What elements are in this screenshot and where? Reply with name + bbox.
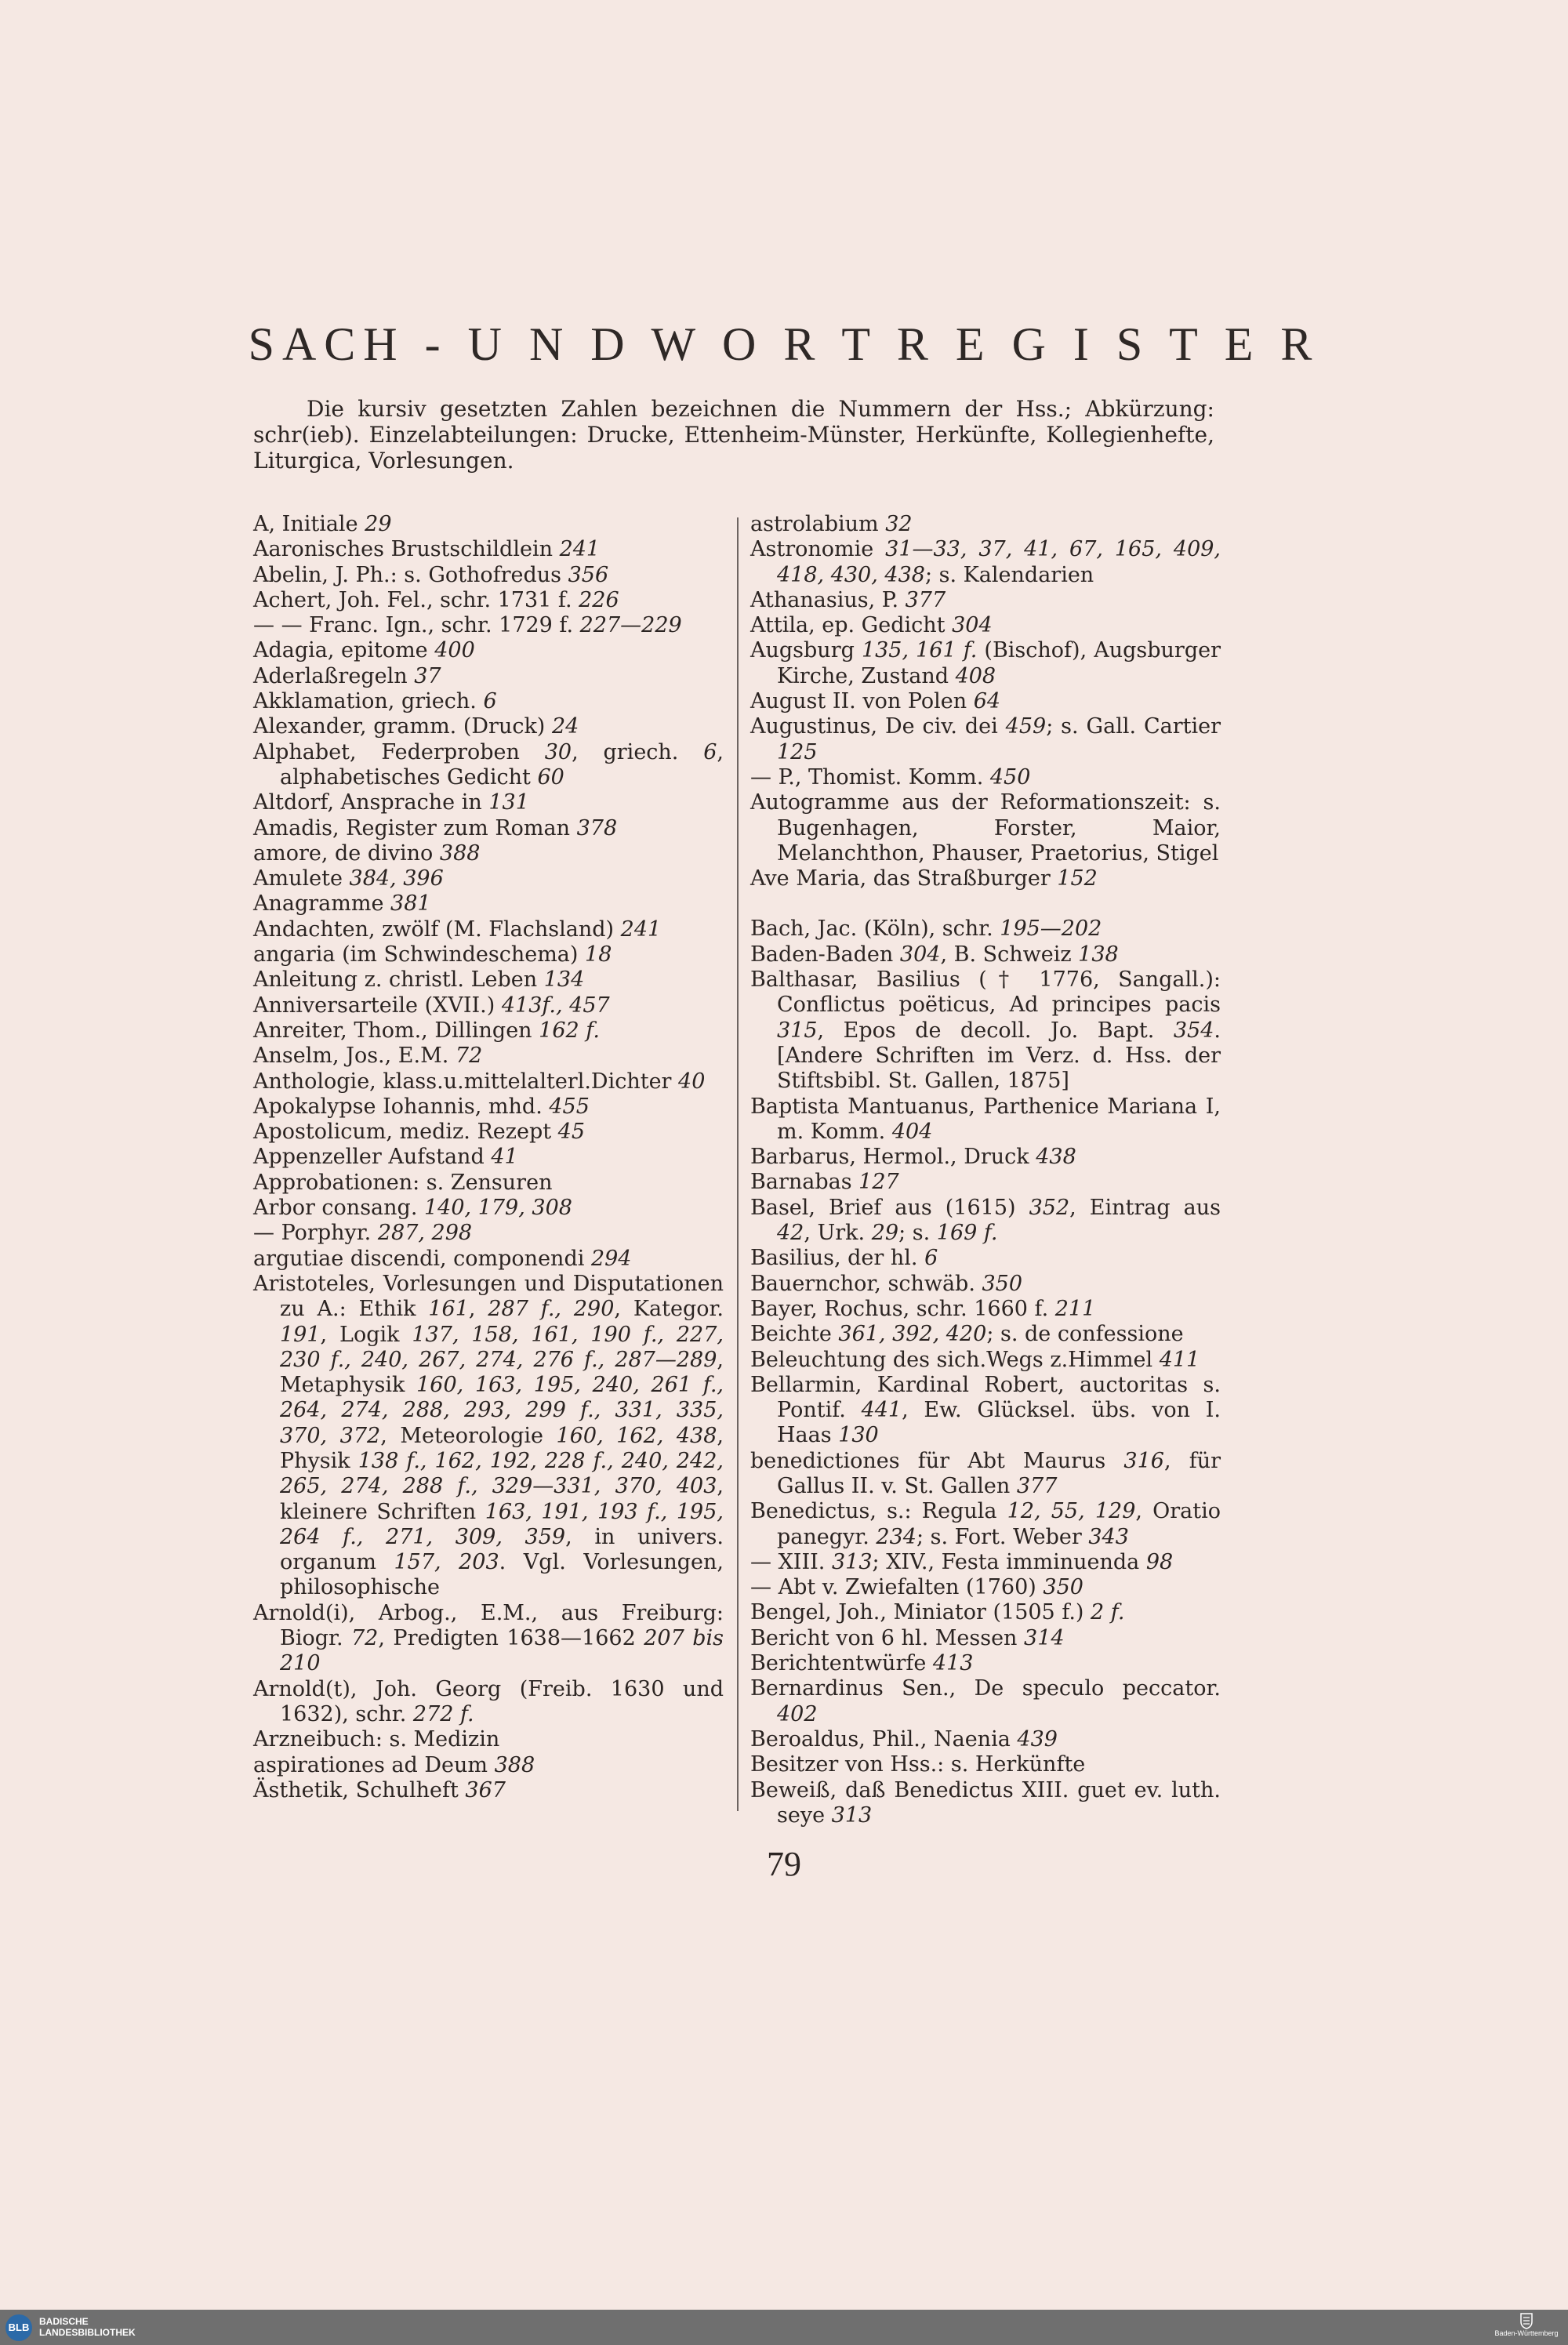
manuscript-numbers: 30 <box>544 739 572 764</box>
index-entry <box>253 588 724 613</box>
manuscript-numbers: 272 f. <box>412 1701 474 1726</box>
manuscript-numbers: 161 <box>428 1297 469 1322</box>
entry-text: Anthologie, klass.u.mittelalterl.Dichter <box>253 1069 679 1094</box>
manuscript-numbers: 367 <box>465 1777 506 1802</box>
index-entry <box>750 967 1221 1094</box>
manuscript-numbers: 72 <box>455 1044 483 1069</box>
entry-text: Arbor consang. <box>253 1196 424 1221</box>
entry-text: , Ew. Glücksel. übs. von I. Haas <box>777 1398 1221 1448</box>
index-column-left <box>253 512 724 1803</box>
index-entry <box>750 790 1221 866</box>
manuscript-numbers: 160, 163, 195, 240, 261 f., 264, 274, 288, 293, 299 f., 331, 335, 370, 372 <box>280 1373 724 1448</box>
entry-text: Apostolicum, mediz. Rezept <box>253 1120 558 1145</box>
entry-text: ; s. de confessione <box>986 1322 1184 1347</box>
manuscript-numbers: 315 <box>777 1018 818 1043</box>
entry-text: Amulete <box>253 866 350 891</box>
manuscript-numbers: 316 <box>1123 1448 1164 1473</box>
manuscript-numbers: 134 <box>543 967 585 993</box>
entry-text: Anagramme <box>253 891 391 917</box>
index-entry <box>750 1145 1221 1170</box>
entry-text: . Vgl. Vorlesungen, philosophische <box>280 1550 724 1600</box>
index-entry <box>750 1170 1221 1195</box>
entry-text: Andachten, zwölf (M. Flachsland) <box>253 917 621 942</box>
entry-text: Bayer, Rochus, schr. 1660 f. <box>750 1296 1055 1321</box>
entry-text: Ave Maria, das Straßburger <box>750 866 1058 891</box>
entry-text: , für Gallus II. v. St. Gallen <box>777 1448 1221 1498</box>
index-entry <box>253 1171 724 1196</box>
manuscript-numbers: 356 <box>568 562 609 587</box>
manuscript-numbers: 287, 298 <box>377 1221 473 1246</box>
index-entry <box>750 866 1221 891</box>
manuscript-numbers: 6 <box>924 1246 938 1271</box>
manuscript-numbers: 98 <box>1145 1549 1174 1574</box>
manuscript-numbers: 314 <box>1024 1625 1065 1650</box>
manuscript-numbers: 12, 55, 129 <box>1007 1499 1136 1524</box>
entry-text: Baptista Mantuanus, Parthenice Mariana I, m. Komm. <box>750 1094 1221 1144</box>
manuscript-numbers: 313 <box>831 1802 873 1828</box>
entry-text: A, Initiale <box>253 512 365 536</box>
index-entry <box>253 664 724 689</box>
manuscript-numbers: 226 <box>579 587 619 612</box>
manuscript-numbers: 41 <box>491 1145 518 1170</box>
manuscript-numbers: 350 <box>982 1271 1023 1296</box>
manuscript-numbers: 294 <box>590 1246 632 1271</box>
entry-text: — — Franc. Ign., schr. 1729 f. <box>253 613 580 638</box>
entry-text: Autogramme aus der Reformationszeit: s. Bugenhagen, Forster, Maior, Melanchthon, Phauser, Praetorius, Stigel <box>750 790 1221 866</box>
index-entry <box>253 689 724 714</box>
entry-text: Bernardinus Sen., De speculo peccator. <box>750 1676 1221 1701</box>
index-entry <box>253 1601 724 1677</box>
index-entry <box>750 1499 1221 1550</box>
manuscript-numbers: 37 <box>414 663 441 688</box>
entry-text: ; s. Fort. Weber <box>916 1524 1089 1549</box>
entry-text: Akklamation, griech. <box>253 689 484 714</box>
index-entry <box>750 917 1221 942</box>
entry-text: Bauernchor, schwäb. <box>750 1271 982 1296</box>
index-entry <box>750 1550 1221 1575</box>
manuscript-numbers: 137, 158, 161, 190 f., 227, 230 f., 240, 267, 274, 276 f., 287—289 <box>280 1322 724 1372</box>
entry-text: , griech. <box>572 739 704 764</box>
manuscript-numbers: 195—202 <box>1000 917 1102 942</box>
entry-text: Amadis, Register zum Roman <box>253 815 577 840</box>
entry-text: Achert, Joh. Fel., schr. 1731 f. <box>253 587 579 612</box>
entry-text: , <box>468 1297 488 1322</box>
blb-logo-icon[interactable]: BLB <box>5 2314 32 2341</box>
entry-text: Anreiter, Thom., Dillingen <box>253 1018 539 1043</box>
index-entry <box>253 512 724 537</box>
entry-text: Anleitung z. christl. Leben <box>253 967 544 993</box>
manuscript-numbers: 384, 396 <box>349 866 444 891</box>
index-entry <box>253 1677 724 1728</box>
manuscript-numbers: 160, 162, 438 <box>556 1423 717 1448</box>
entry-text: Barnabas <box>750 1170 859 1195</box>
index-entry <box>253 1727 724 1752</box>
manuscript-numbers: 381 <box>390 891 431 917</box>
entry-text: Adagia, epitome <box>253 638 435 663</box>
manuscript-numbers: 350 <box>1043 1575 1083 1600</box>
entry-text: astrolabium <box>750 512 886 536</box>
entry-text: Alexander, gramm. (Druck) <box>253 714 552 739</box>
entry-text: angaria (im Schwindeschema) <box>253 942 586 967</box>
entry-text: , Urk. <box>804 1221 872 1246</box>
manuscript-numbers: 191 <box>280 1322 321 1347</box>
entry-text: Balthasar, Basilius († 1776, Sangall.): Conflictus poëticus, Ad principes pacis <box>750 967 1221 1018</box>
manuscript-numbers: 64 <box>973 689 1001 714</box>
manuscript-numbers: 31—33, 37, 41, 67, 165, 409, 418, 430, 438 <box>777 537 1221 587</box>
entry-text: ; s. <box>898 1221 937 1246</box>
entry-text: — XIII. <box>750 1549 832 1574</box>
page-number: 79 <box>767 1845 801 1883</box>
entry-text: August II. von Polen <box>750 689 974 714</box>
index-entry <box>750 1626 1221 1651</box>
index-entry <box>253 967 724 993</box>
entry-text: Alphabet, Federproben <box>253 739 545 764</box>
manuscript-numbers: 72 <box>351 1626 379 1651</box>
entry-text: Augustinus, De civ. dei <box>750 714 1006 739</box>
manuscript-numbers: 455 <box>549 1094 590 1119</box>
manuscript-numbers: 152 <box>1057 866 1098 891</box>
index-entry <box>253 740 724 791</box>
entry-text: Arzneibuch: s. Medizin <box>253 1727 500 1752</box>
index-entry <box>750 613 1221 638</box>
entry-text: Astronomie <box>750 537 886 562</box>
entry-text: Augsburg <box>750 638 862 663</box>
entry-text: (Bischof), Augsburger Kirche, Zustand <box>777 638 1221 688</box>
entry-text: Ästhetik, Schulheft <box>253 1777 466 1802</box>
index-entry <box>750 1272 1221 1297</box>
manuscript-numbers: 408 <box>955 663 996 688</box>
entry-text: , Meteorologie <box>380 1423 557 1448</box>
entry-text: Athanasius, P. <box>750 587 906 612</box>
entry-text: Abelin, J. Ph.: s. Gothofredus <box>253 562 568 587</box>
index-entry <box>253 1196 724 1221</box>
entry-text: , Logik <box>320 1322 412 1347</box>
index-entry <box>750 1322 1221 1347</box>
index-entry <box>750 1196 1221 1247</box>
manuscript-numbers: 304 <box>952 613 993 638</box>
index-entry <box>750 1373 1221 1449</box>
page-title: SACH - U N D W O R T R E G I S T E R <box>248 318 1320 370</box>
state-logo[interactable] <box>1491 2312 1562 2343</box>
manuscript-numbers: 352 <box>1029 1195 1070 1220</box>
entry-text: — P., Thomist. Komm. <box>750 764 990 790</box>
column-divider <box>737 517 739 1811</box>
manuscript-numbers: 207 bis 210 <box>280 1626 724 1676</box>
entry-text: , alphabetisches Gedicht <box>280 739 724 790</box>
manuscript-numbers: 138 <box>1078 942 1119 967</box>
manuscript-numbers: 29 <box>871 1221 899 1246</box>
entry-text: — Porphyr. <box>253 1221 378 1246</box>
entry-text: Aderlaßregeln <box>253 663 415 688</box>
manuscript-numbers: 404 <box>891 1119 933 1144</box>
entry-text: Anselm, Jos., E.M. <box>253 1044 456 1069</box>
entry-text: , B. Schweiz <box>940 942 1079 967</box>
entry-text: benedictiones für Abt Maurus <box>750 1448 1124 1473</box>
entry-text: Basel, Brief aus (1615) <box>750 1195 1029 1220</box>
entry-text: Apokalypse Iohannis, mhd. <box>253 1094 550 1119</box>
index-entry <box>750 1348 1221 1373</box>
entry-text: Bach, Jac. (Köln), schr. <box>750 917 1000 942</box>
entry-text: aspirationes ad Deum <box>253 1752 495 1777</box>
entry-text: Basilius, der hl. <box>750 1246 925 1271</box>
manuscript-numbers: 29 <box>365 512 392 536</box>
index-entry <box>253 917 724 942</box>
entry-text: Anniversarteile (XVII.) <box>253 993 502 1018</box>
entry-text: Baden-Baden <box>750 942 900 967</box>
index-entry <box>253 866 724 891</box>
entry-text: Aristoteles, Vorlesungen und Disputationen zu A.: Ethik <box>253 1271 724 1322</box>
manuscript-numbers: 388 <box>494 1752 535 1777</box>
manuscript-numbers: 413f., 457 <box>501 993 610 1018</box>
library-footer <box>0 2310 1568 2345</box>
entry-text: Aaronisches Brustschildlein <box>253 537 560 562</box>
intro-paragraph: Die kursiv gesetzten Zahlen bezeichnen die Nummern der Hss.; Abkürzung: schr(ieb). Einzelabteilungen: Drucke, Ettenheim-Münster, Herkünfte, Kollegienhefte, Liturgica, Vorlesungen. <box>253 396 1214 474</box>
state-name: Baden-Württemberg <box>1494 2329 1559 2337</box>
entry-text: ; s. Kalendarien <box>924 562 1094 587</box>
manuscript-numbers: 162 f. <box>539 1018 600 1043</box>
index-entry <box>253 563 724 588</box>
index-entry <box>253 1753 724 1778</box>
index-entry <box>253 891 724 917</box>
manuscript-numbers: 32 <box>885 512 913 536</box>
index-entry <box>253 841 724 866</box>
entry-text: Arnold(i), Arbog., E.M., aus Freiburg: Biogr. <box>253 1600 724 1651</box>
index-entry <box>253 1247 724 1272</box>
manuscript-numbers: 459 <box>1005 714 1047 739</box>
entry-text: , Oratio panegyr. <box>777 1499 1221 1549</box>
index-entry <box>750 942 1221 967</box>
entry-text: Beleuchtung des sich.Wegs z.Himmel <box>750 1347 1160 1372</box>
entry-text: amore, de divino <box>253 840 440 866</box>
entry-text: ; s. Gall. Cartier <box>1046 714 1221 739</box>
entry-text: Bericht von 6 hl. Messen <box>750 1625 1025 1650</box>
manuscript-numbers: 169 f. <box>936 1221 998 1246</box>
manuscript-numbers: 234 <box>876 1524 916 1549</box>
index-entry <box>253 1094 724 1120</box>
manuscript-numbers: 361, 392, 420 <box>838 1322 987 1347</box>
entry-text: . [Andere Schriften im Verz. d. Hss. der Stiftsbibl. St. Gallen, 1875] <box>777 1018 1221 1094</box>
manuscript-numbers: 241 <box>559 537 601 562</box>
manuscript-numbers: 287 f., 290 <box>488 1297 615 1322</box>
index-entry <box>253 537 724 562</box>
index-entry <box>750 1676 1221 1727</box>
manuscript-numbers: 6 <box>483 689 497 714</box>
entry-text: Approbationen: s. Zensuren <box>253 1170 553 1195</box>
index-entry <box>253 790 724 815</box>
manuscript-numbers: 441 <box>861 1398 902 1423</box>
index-entry <box>750 588 1221 613</box>
entry-text: , Kategor. <box>614 1297 724 1322</box>
manuscript-numbers: 378 <box>576 815 618 840</box>
entry-text: Bengel, Joh., Miniator (1505 f.) <box>750 1600 1091 1625</box>
index-entry <box>253 714 724 739</box>
entry-text: , Physik <box>280 1423 724 1473</box>
manuscript-numbers: 411 <box>1159 1347 1200 1372</box>
index-entry <box>750 1778 1221 1829</box>
manuscript-numbers: 40 <box>678 1069 706 1094</box>
manuscript-numbers: 125 <box>777 739 818 764</box>
index-entry <box>253 638 724 663</box>
entry-text: — Abt v. Zwiefalten (1760) <box>750 1575 1044 1600</box>
index-entry <box>750 1246 1221 1271</box>
index-entry <box>750 1752 1221 1777</box>
index-entry <box>253 1221 724 1246</box>
index-entry <box>750 1297 1221 1322</box>
entry-text: Beichte <box>750 1322 839 1347</box>
index-entry <box>750 765 1221 790</box>
index-entry <box>750 1600 1221 1625</box>
entry-text: , Metaphysik <box>280 1347 724 1398</box>
entry-text: Appenzeller Aufstand <box>253 1145 492 1170</box>
entry-text: Berichtentwürfe <box>750 1651 933 1676</box>
entry-text: Arnold(t), Joh. Georg (Freib. 1630 und 1632), schr. <box>253 1676 724 1726</box>
entry-text: Attila, ep. Gedicht <box>750 613 953 638</box>
index-entry <box>253 1069 724 1094</box>
index-entry <box>253 816 724 841</box>
manuscript-numbers: 402 <box>777 1701 818 1726</box>
manuscript-numbers: 304 <box>899 942 941 967</box>
entry-text: ; XIV., Festa imminuenda <box>872 1549 1146 1574</box>
manuscript-numbers: 354 <box>1173 1018 1214 1043</box>
entry-text: Bellarmin, Kardinal Robert, auctoritas s. Pontif. <box>750 1372 1221 1423</box>
manuscript-numbers: 42 <box>777 1221 804 1246</box>
index-entry <box>750 1449 1221 1500</box>
manuscript-numbers: 377 <box>1016 1473 1058 1498</box>
manuscript-numbers: 227—229 <box>579 613 682 638</box>
index-entry <box>253 1120 724 1145</box>
index-entry <box>750 638 1221 689</box>
index-entry <box>253 613 724 638</box>
manuscript-numbers: 2 f. <box>1091 1600 1125 1625</box>
manuscript-numbers: 313 <box>831 1549 873 1574</box>
manuscript-numbers: 45 <box>557 1120 586 1145</box>
manuscript-numbers: 450 <box>989 764 1031 790</box>
manuscript-numbers: 60 <box>537 764 564 790</box>
entry-text: , Predigten 1638—1662 <box>378 1626 644 1651</box>
manuscript-numbers: 138 f., 162, 192, 228 f., 240, 242, 265, 274, 288 f., 329—331, 370, 403 <box>280 1448 724 1499</box>
manuscript-numbers: 241 <box>620 917 662 942</box>
manuscript-numbers: 157, 203 <box>394 1550 499 1575</box>
manuscript-numbers: 400 <box>434 638 475 663</box>
manuscript-numbers: 439 <box>1017 1726 1058 1751</box>
entry-text: argutiae discendi, componendi <box>253 1246 591 1271</box>
manuscript-numbers: 127 <box>858 1170 899 1195</box>
manuscript-numbers: 6 <box>703 739 717 764</box>
index-entry <box>750 1575 1221 1600</box>
index-entry <box>750 1727 1221 1752</box>
index-entry <box>253 1044 724 1069</box>
entry-text: Besitzer von Hss.: s. Herkünfte <box>750 1752 1086 1777</box>
manuscript-numbers: 377 <box>905 587 946 612</box>
index-entry <box>253 942 724 967</box>
manuscript-numbers: 18 <box>585 942 612 967</box>
library-name[interactable]: BADISCHE LANDESBIBLIOTHEK <box>39 2316 136 2338</box>
manuscript-numbers: 413 <box>932 1651 974 1676</box>
entry-text: , Eintrag aus <box>1069 1195 1221 1220</box>
manuscript-numbers: 135, 161 f. <box>861 638 978 663</box>
manuscript-numbers: 211 <box>1054 1296 1096 1321</box>
entry-text: , Epos de decoll. Jo. Bapt. <box>817 1018 1174 1043</box>
index-entry <box>750 689 1221 714</box>
index-column-right <box>750 512 1221 1828</box>
entry-text: Barbarus, Hermol., Druck <box>750 1145 1036 1170</box>
index-entry <box>253 1778 724 1803</box>
entry-text: Altdorf, Ansprache in <box>253 790 489 815</box>
manuscript-numbers: 131 <box>488 790 529 815</box>
index-entry <box>750 1651 1221 1676</box>
index-entry <box>253 1145 724 1170</box>
index-entry <box>750 714 1221 765</box>
index-entry <box>253 1018 724 1044</box>
index-entry <box>750 1094 1221 1145</box>
manuscript-numbers: 130 <box>838 1423 879 1448</box>
index-entry <box>253 1272 724 1601</box>
manuscript-numbers: 343 <box>1088 1524 1129 1549</box>
entry-text: Beroaldus, Phil., Naenia <box>750 1726 1018 1751</box>
state-crest-icon <box>1519 2312 1534 2329</box>
manuscript-numbers: 163, 191, 193 f., 195, 264 f., 271, 309, 359 <box>280 1499 724 1549</box>
manuscript-numbers: 438 <box>1036 1145 1076 1170</box>
manuscript-numbers: 140, 179, 308 <box>424 1196 572 1221</box>
index-entry <box>253 993 724 1018</box>
manuscript-numbers: 388 <box>439 840 481 866</box>
entry-text: , kleinere Schriften <box>280 1474 724 1524</box>
entry-text: Benedictus, s.: Regula <box>750 1499 1007 1524</box>
index-entry <box>750 512 1221 537</box>
entry-text: Beweiß, daß Benedictus XIII. guet ev. luth. seye <box>750 1777 1221 1828</box>
entry-text: , in univers. organum <box>280 1524 724 1575</box>
index-entry <box>750 537 1221 588</box>
manuscript-numbers: 24 <box>551 714 579 739</box>
